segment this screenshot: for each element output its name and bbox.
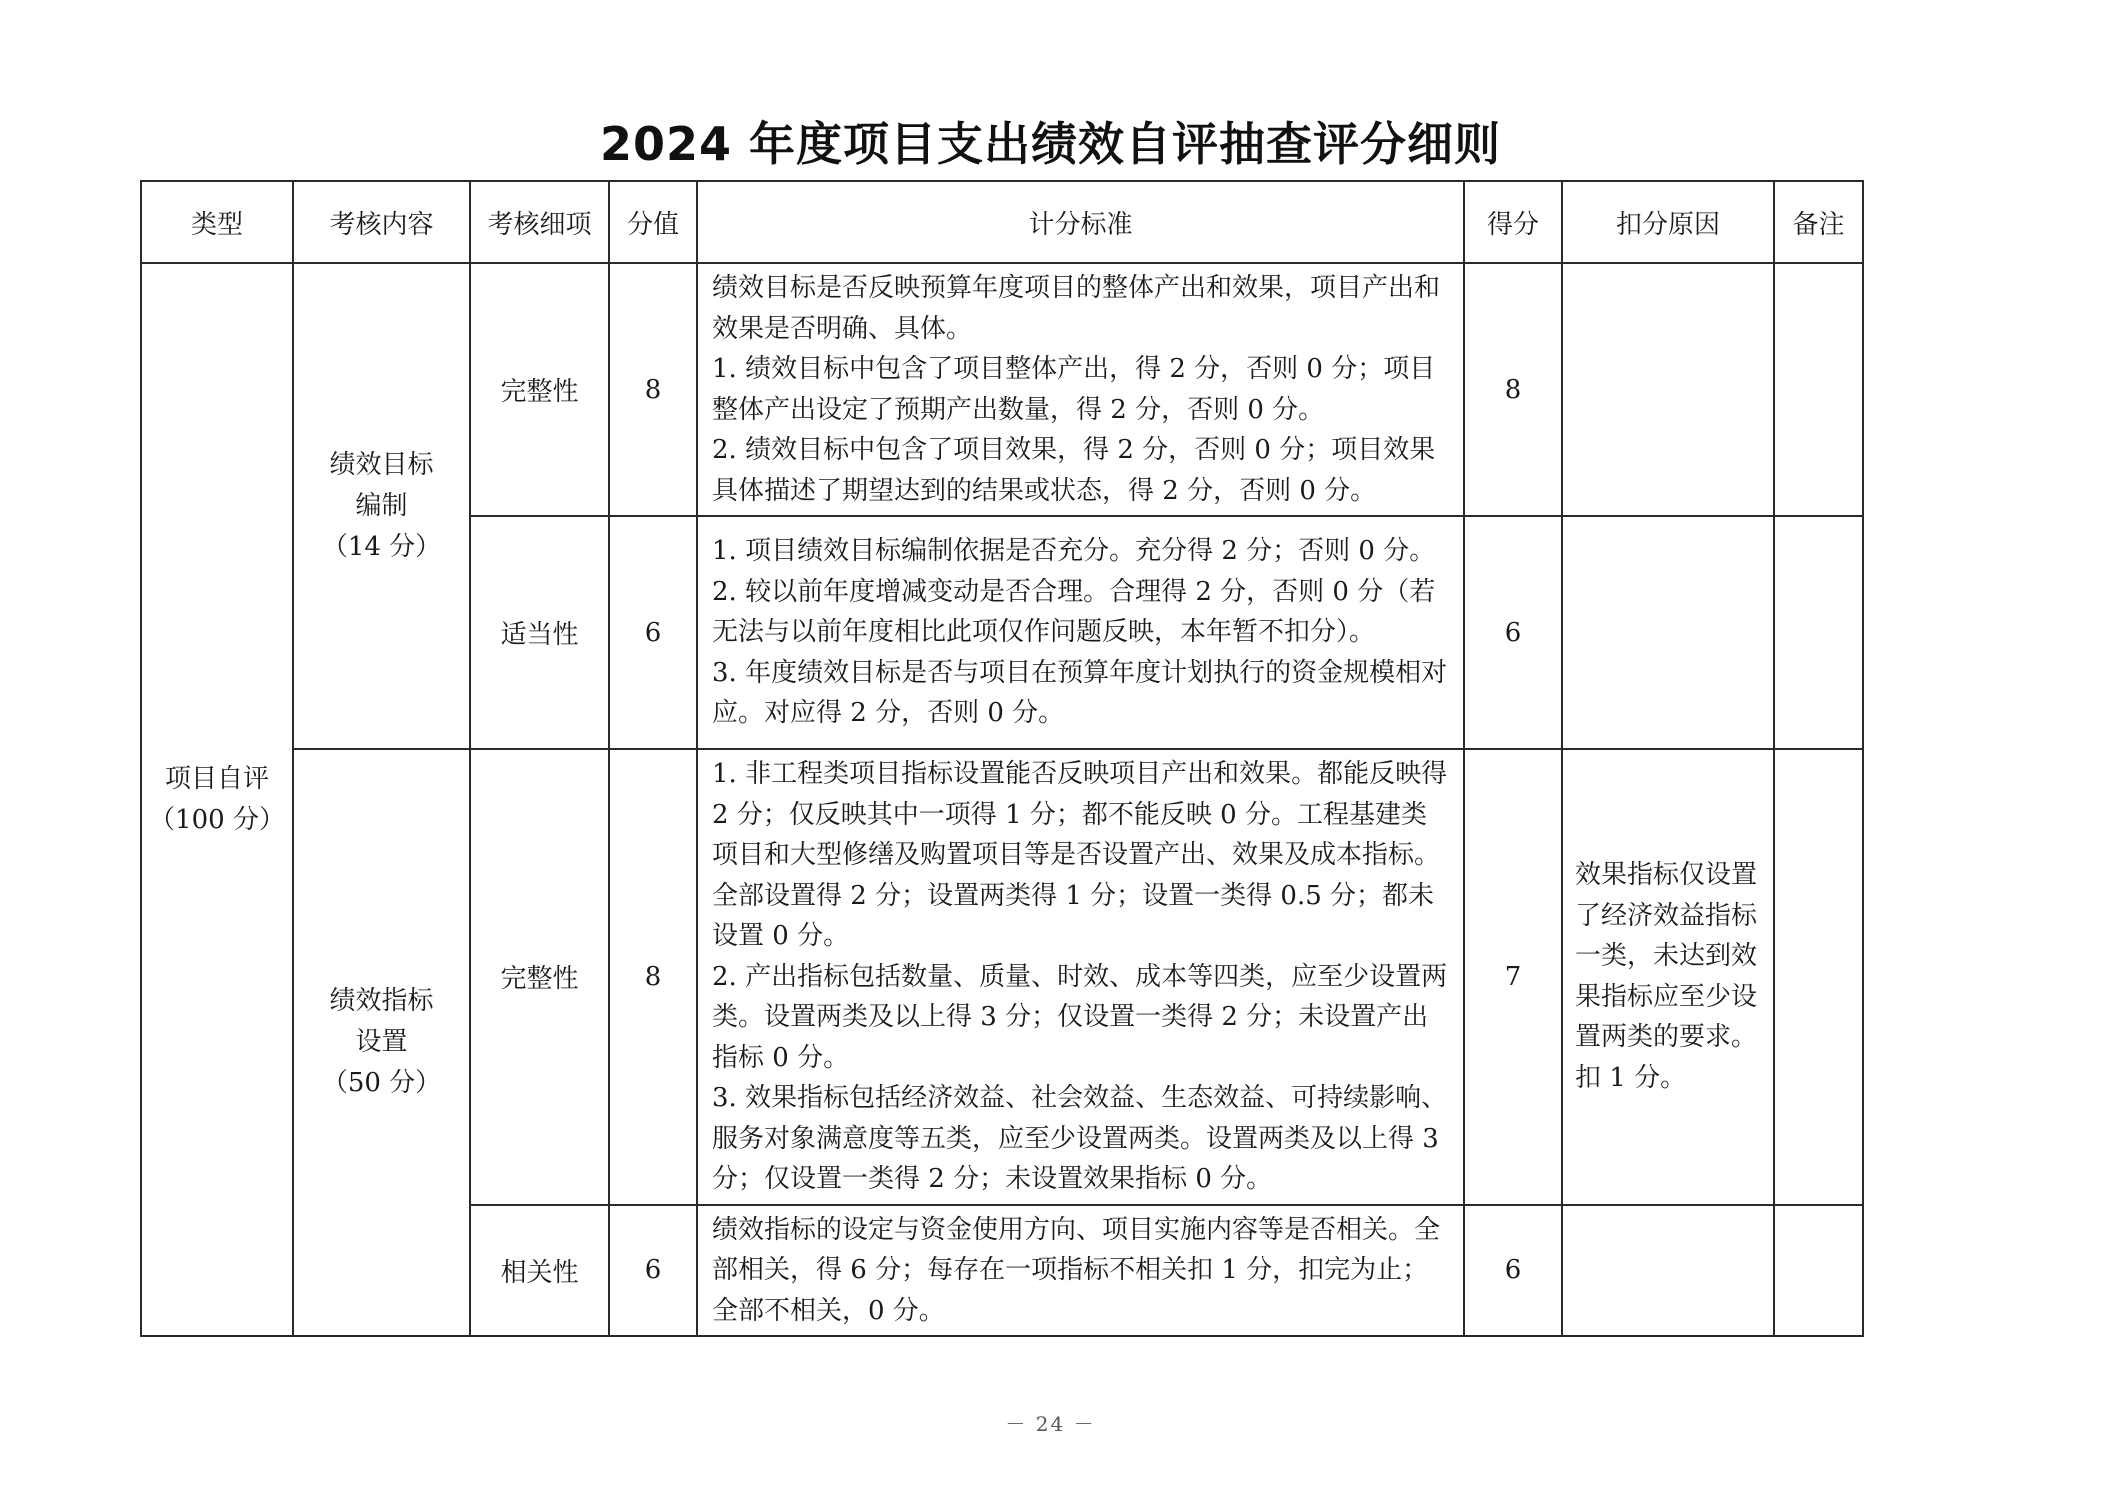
content-cell-goals: 绩效目标 编制 （14 分） (293, 263, 470, 749)
table-row (141, 749, 1863, 1205)
header-content: 考核内容 (293, 181, 470, 263)
remark-cell (1774, 749, 1863, 1205)
reason-cell (1562, 263, 1774, 516)
reason-cell (1562, 516, 1774, 749)
criteria-cell: 绩效指标的设定与资金使用方向、项目实施内容等是否相关。全部相关，得 6 分；每存在一项指标不相关扣 1 分，扣完为止；全部不相关，0 分。 (697, 1205, 1464, 1337)
table-row (141, 263, 1863, 516)
header-criteria: 计分标准 (697, 181, 1464, 263)
score-cell: 6 (1464, 516, 1562, 749)
scoring-table (140, 180, 1864, 1337)
remark-cell (1774, 263, 1863, 516)
type-cell: 项目自评 （100 分） (141, 263, 293, 1336)
page-title: 2024 年度项目支出绩效自评抽查评分细则 (599, 117, 1502, 171)
value-cell: 8 (609, 749, 697, 1205)
header-remark: 备注 (1774, 181, 1863, 263)
header-score-value: 分值 (609, 181, 697, 263)
page-number: － 24 － (1005, 1412, 1096, 1436)
criteria-cell: 1. 项目绩效目标编制依据是否充分。充分得 2 分；否则 0 分。 2. 较以前年度增减变动是否合理。合理得 2 分，否则 0 分（若无法与以前年度相比此项仅作问题反映，本年暂不扣分）。 3. 年度绩效目标是否与项目在预算年度计划执行的资金规模相对应。对应得 2 分，否则 0 分。 (697, 516, 1464, 749)
header-type: 类型 (141, 181, 293, 263)
header-score: 得分 (1464, 181, 1562, 263)
detail-cell: 完整性 (470, 263, 609, 516)
reason-cell (1562, 1205, 1774, 1337)
detail-cell: 完整性 (470, 749, 609, 1205)
content-cell-indicators: 绩效指标 设置 （50 分） (293, 749, 470, 1336)
score-cell: 8 (1464, 263, 1562, 516)
remark-cell (1774, 1205, 1863, 1337)
value-cell: 6 (609, 516, 697, 749)
header-deduction-reason: 扣分原因 (1562, 181, 1774, 263)
reason-cell: 效果指标仅设置了经济效益指标一类，未达到效果指标应至少设置两类的要求。扣 1 分。 (1562, 749, 1774, 1205)
value-cell: 8 (609, 263, 697, 516)
score-cell: 6 (1464, 1205, 1562, 1337)
score-cell: 7 (1464, 749, 1562, 1205)
value-cell: 6 (609, 1205, 697, 1337)
header-detail: 考核细项 (470, 181, 609, 263)
detail-cell: 相关性 (470, 1205, 609, 1337)
header-row (141, 181, 1863, 263)
criteria-cell: 1. 非工程类项目指标设置能否反映项目产出和效果。都能反映得 2 分；仅反映其中一项得 1 分；都不能反映 0 分。工程基建类项目和大型修缮及购置项目等是否设置产出、效果及成本指标。全部设置得 2 分；设置两类得 1 分；设置一类得 0.5 分；都未设置 0 分。 2. 产出指标包括数量、质量、时效、成本等四类，应至少设置两类。设置两类及以上得 3 分；仅设置一类得 2 分；未设置产出指标 0 分。 3. 效果指标包括经济效益、社会效益、生态效益、可持续影响、服务对象满意度等五类，应至少设置两类。设置两类及以上得 3 分；仅设置一类得 2 分；未设置效果指标 0 分。 (697, 749, 1464, 1205)
criteria-cell: 绩效目标是否反映预算年度项目的整体产出和效果，项目产出和效果是否明确、具体。 1. 绩效目标中包含了项目整体产出，得 2 分，否则 0 分；项目整体产出设定了预期产出数量，得 2 分，否则 0 分。 2. 绩效目标中包含了项目效果，得 2 分，否则 0 分；项目效果具体描述了期望达到的结果或状态，得 2 分，否则 0 分。 (697, 263, 1464, 516)
remark-cell (1774, 516, 1863, 749)
detail-cell: 适当性 (470, 516, 609, 749)
